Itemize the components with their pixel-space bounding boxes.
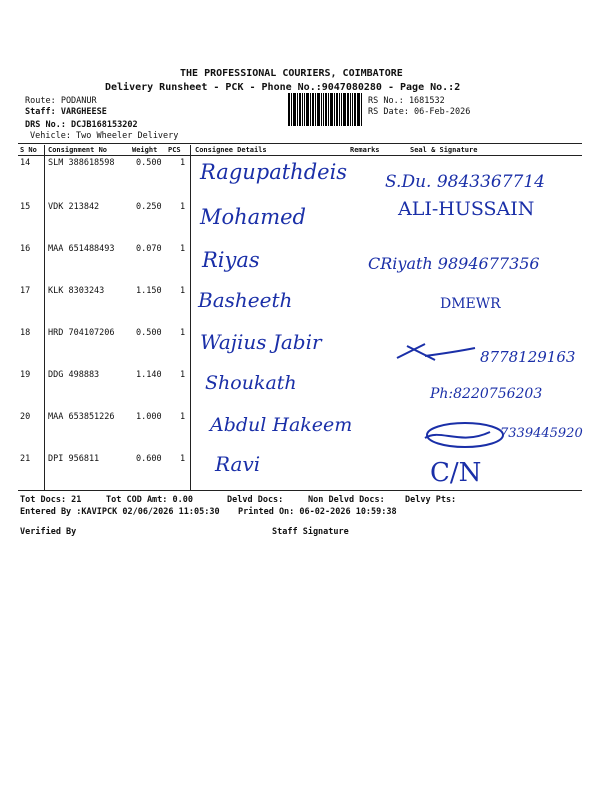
- signature-strike: [395, 336, 485, 366]
- consignee-signature: Ragupathdeis: [200, 160, 348, 184]
- barcode-image: [288, 93, 368, 126]
- col-remarks: Remarks: [350, 146, 380, 154]
- row-sno: 17: [20, 286, 31, 296]
- row-weight: 1.000: [136, 412, 162, 422]
- row-pcs: 1: [180, 412, 186, 422]
- col-sno: S No: [20, 146, 37, 154]
- row-consignment: DDG 498883: [48, 370, 100, 380]
- non-delivered-docs: Non Delvd Docs:: [308, 495, 385, 505]
- row-weight: 0.070: [136, 244, 162, 254]
- consignee-signature: Basheeth: [198, 288, 293, 312]
- row-consignment: MAA 651488493: [48, 244, 115, 254]
- staff-signature-label: Staff Signature: [272, 527, 349, 537]
- drs-number: DRS No.: DCJB168153202: [25, 120, 138, 130]
- vehicle-label: Vehicle: Two Wheeler Delivery: [30, 131, 179, 141]
- row-weight: 1.150: [136, 286, 162, 296]
- entered-by: Entered By :KAVIPCK 02/06/2026 11:05:30: [20, 507, 220, 517]
- verified-by-label: Verified By: [20, 527, 77, 537]
- total-docs: Tot Docs: 21: [20, 495, 82, 505]
- row-pcs: 1: [180, 370, 186, 380]
- row-consignment: MAA 653851226: [48, 412, 115, 422]
- row-consignment: HRD 704107206: [48, 328, 115, 338]
- seal-signature: Ph:8220756203: [430, 386, 543, 402]
- row-consignment: DPI 956811: [48, 454, 100, 464]
- seal-signature: DMEWR: [440, 296, 501, 312]
- row-sno: 16: [20, 244, 31, 254]
- table-top-rule: [18, 143, 582, 144]
- total-cod-amount: Tot COD Amt: 0.00: [106, 495, 193, 505]
- col-seal: Seal & Signature: [410, 146, 478, 154]
- seal-signature: S.Du. 9843367714: [385, 172, 545, 192]
- row-weight: 0.600: [136, 454, 162, 464]
- route-label: Route: PODANUR: [25, 96, 97, 106]
- row-pcs: 1: [180, 202, 186, 212]
- row-sno: 18: [20, 328, 31, 338]
- row-sno: 21: [20, 454, 31, 464]
- row-consignment: KLK 8303243: [48, 286, 105, 296]
- row-pcs: 1: [180, 454, 186, 464]
- consignee-signature: Abdul Hakeem: [210, 414, 353, 436]
- header-rule: [18, 155, 582, 156]
- seal-signature: C/N: [430, 458, 482, 488]
- row-weight: 0.500: [136, 328, 162, 338]
- delivered-docs: Delvd Docs:: [227, 495, 284, 505]
- consignee-signature: Wajius Jabir: [200, 330, 322, 354]
- row-pcs: 1: [180, 244, 186, 254]
- consignee-signature: Ravi: [215, 452, 261, 476]
- company-name: THE PROFESSIONAL COURIERS, COIMBATORE: [180, 68, 403, 79]
- runsheet-title: Delivery Runsheet - PCK - Phone No.:9047080280 - Page No.:2: [105, 82, 461, 93]
- printed-on: Printed On: 06-02-2026 10:59:38: [238, 507, 397, 517]
- row-pcs: 1: [180, 158, 186, 168]
- row-weight: 0.250: [136, 202, 162, 212]
- rs-date: RS Date: 06-Feb-2026: [368, 107, 471, 117]
- row-consignment: SLM 388618598: [48, 158, 115, 168]
- staff-label: Staff: VARGHEESE: [25, 107, 107, 117]
- row-pcs: 1: [180, 286, 186, 296]
- delivery-points: Delvy Pts:: [405, 495, 457, 505]
- row-sno: 20: [20, 412, 31, 422]
- seal-signature: 7339445920: [500, 426, 583, 441]
- seal-signature: ALI-HUSSAIN: [398, 198, 535, 220]
- row-sno: 14: [20, 158, 31, 168]
- row-weight: 1.140: [136, 370, 162, 380]
- col-consignee: Consignee Details: [195, 146, 267, 154]
- seal-signature: CRiyath 9894677356: [368, 254, 540, 273]
- col-weight: Weight: [132, 146, 158, 154]
- row-sno: 19: [20, 370, 31, 380]
- col-consignment: Consignment No: [48, 146, 108, 154]
- table-bottom-rule: [18, 490, 582, 491]
- row-consignment: VDK 213842: [48, 202, 100, 212]
- consignee-signature: Riyas: [202, 248, 260, 272]
- col-pcs: PCS: [168, 146, 181, 154]
- seal-signature: 8778129163: [480, 348, 576, 366]
- row-weight: 0.500: [136, 158, 162, 168]
- rs-number: RS No.: 1681532: [368, 96, 445, 106]
- row-sno: 15: [20, 202, 31, 212]
- signature-loop: [420, 418, 510, 452]
- col-divider: [44, 145, 45, 490]
- row-pcs: 1: [180, 328, 186, 338]
- consignee-signature: Shoukath: [205, 372, 297, 394]
- col-divider: [190, 145, 191, 490]
- consignee-signature: Mohamed: [200, 205, 306, 229]
